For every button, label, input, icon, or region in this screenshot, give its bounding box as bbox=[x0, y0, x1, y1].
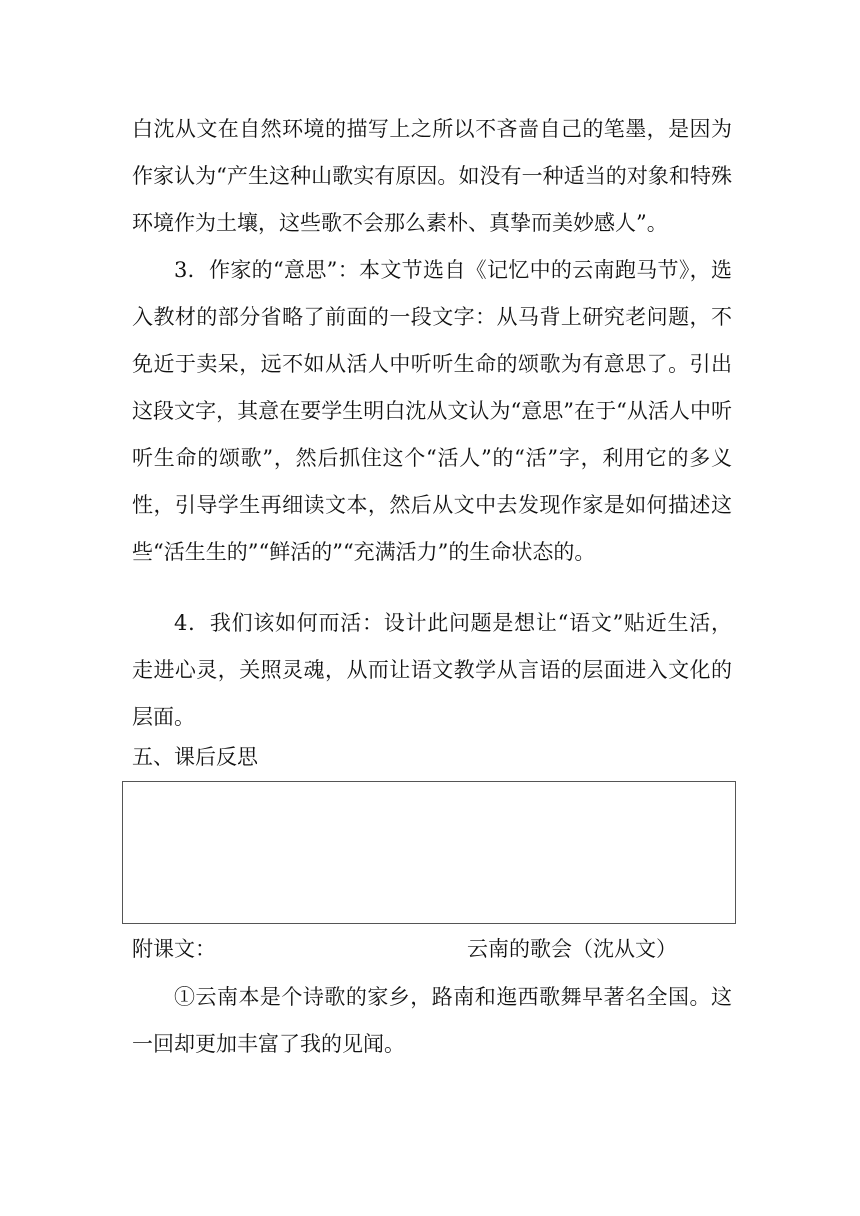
paragraph-how-to-live: 4．我们该如何而活：设计此问题是想让“语文”贴近生活，走进心灵，关照灵魂，从而让语文教学从言语的层面进入文化的层面。 bbox=[132, 611, 732, 729]
reflection-box bbox=[122, 781, 736, 924]
attachment-label: 附课文： bbox=[132, 937, 216, 961]
section-heading-reflection: 五、课后反思 bbox=[132, 745, 258, 769]
paragraph-author-meaning: 3．作家的“意思”：本文节选自《记忆中的云南跑马节》，选入教材的部分省略了前面的一段文字：从马背上研究老问题，不免近于卖呆，远不如从活人中听听生命的颂歌为有意思了。引出这段文字，其意在要学生明白沈从文认为“意思”在于“从活人中听听生命的颂歌”，然后抓住这个“活人”的“活”字，利用它的多义性，引导学生再细读文本，然后从文中去发现作家是如何描述这些“活生生的”“鲜活的”“充满活力”的生命状态的。 bbox=[132, 258, 732, 564]
paragraph-nature-description: 白沈从文在自然环境的描写上之所以不吝啬自己的笔墨，是因为作家认为“产生这种山歌实有原因。如没有一种适当的对象和特殊环境作为土壤，这些歌不会那么素朴、真挚而美妙感人”。 bbox=[132, 117, 732, 235]
paragraph-text-opening: ①云南本是个诗歌的家乡，路南和迤西歌舞早著名全国。这一回却更加丰富了我的见闻。 bbox=[132, 985, 732, 1056]
attachment-title: 云南的歌会（沈从文） bbox=[467, 937, 677, 961]
